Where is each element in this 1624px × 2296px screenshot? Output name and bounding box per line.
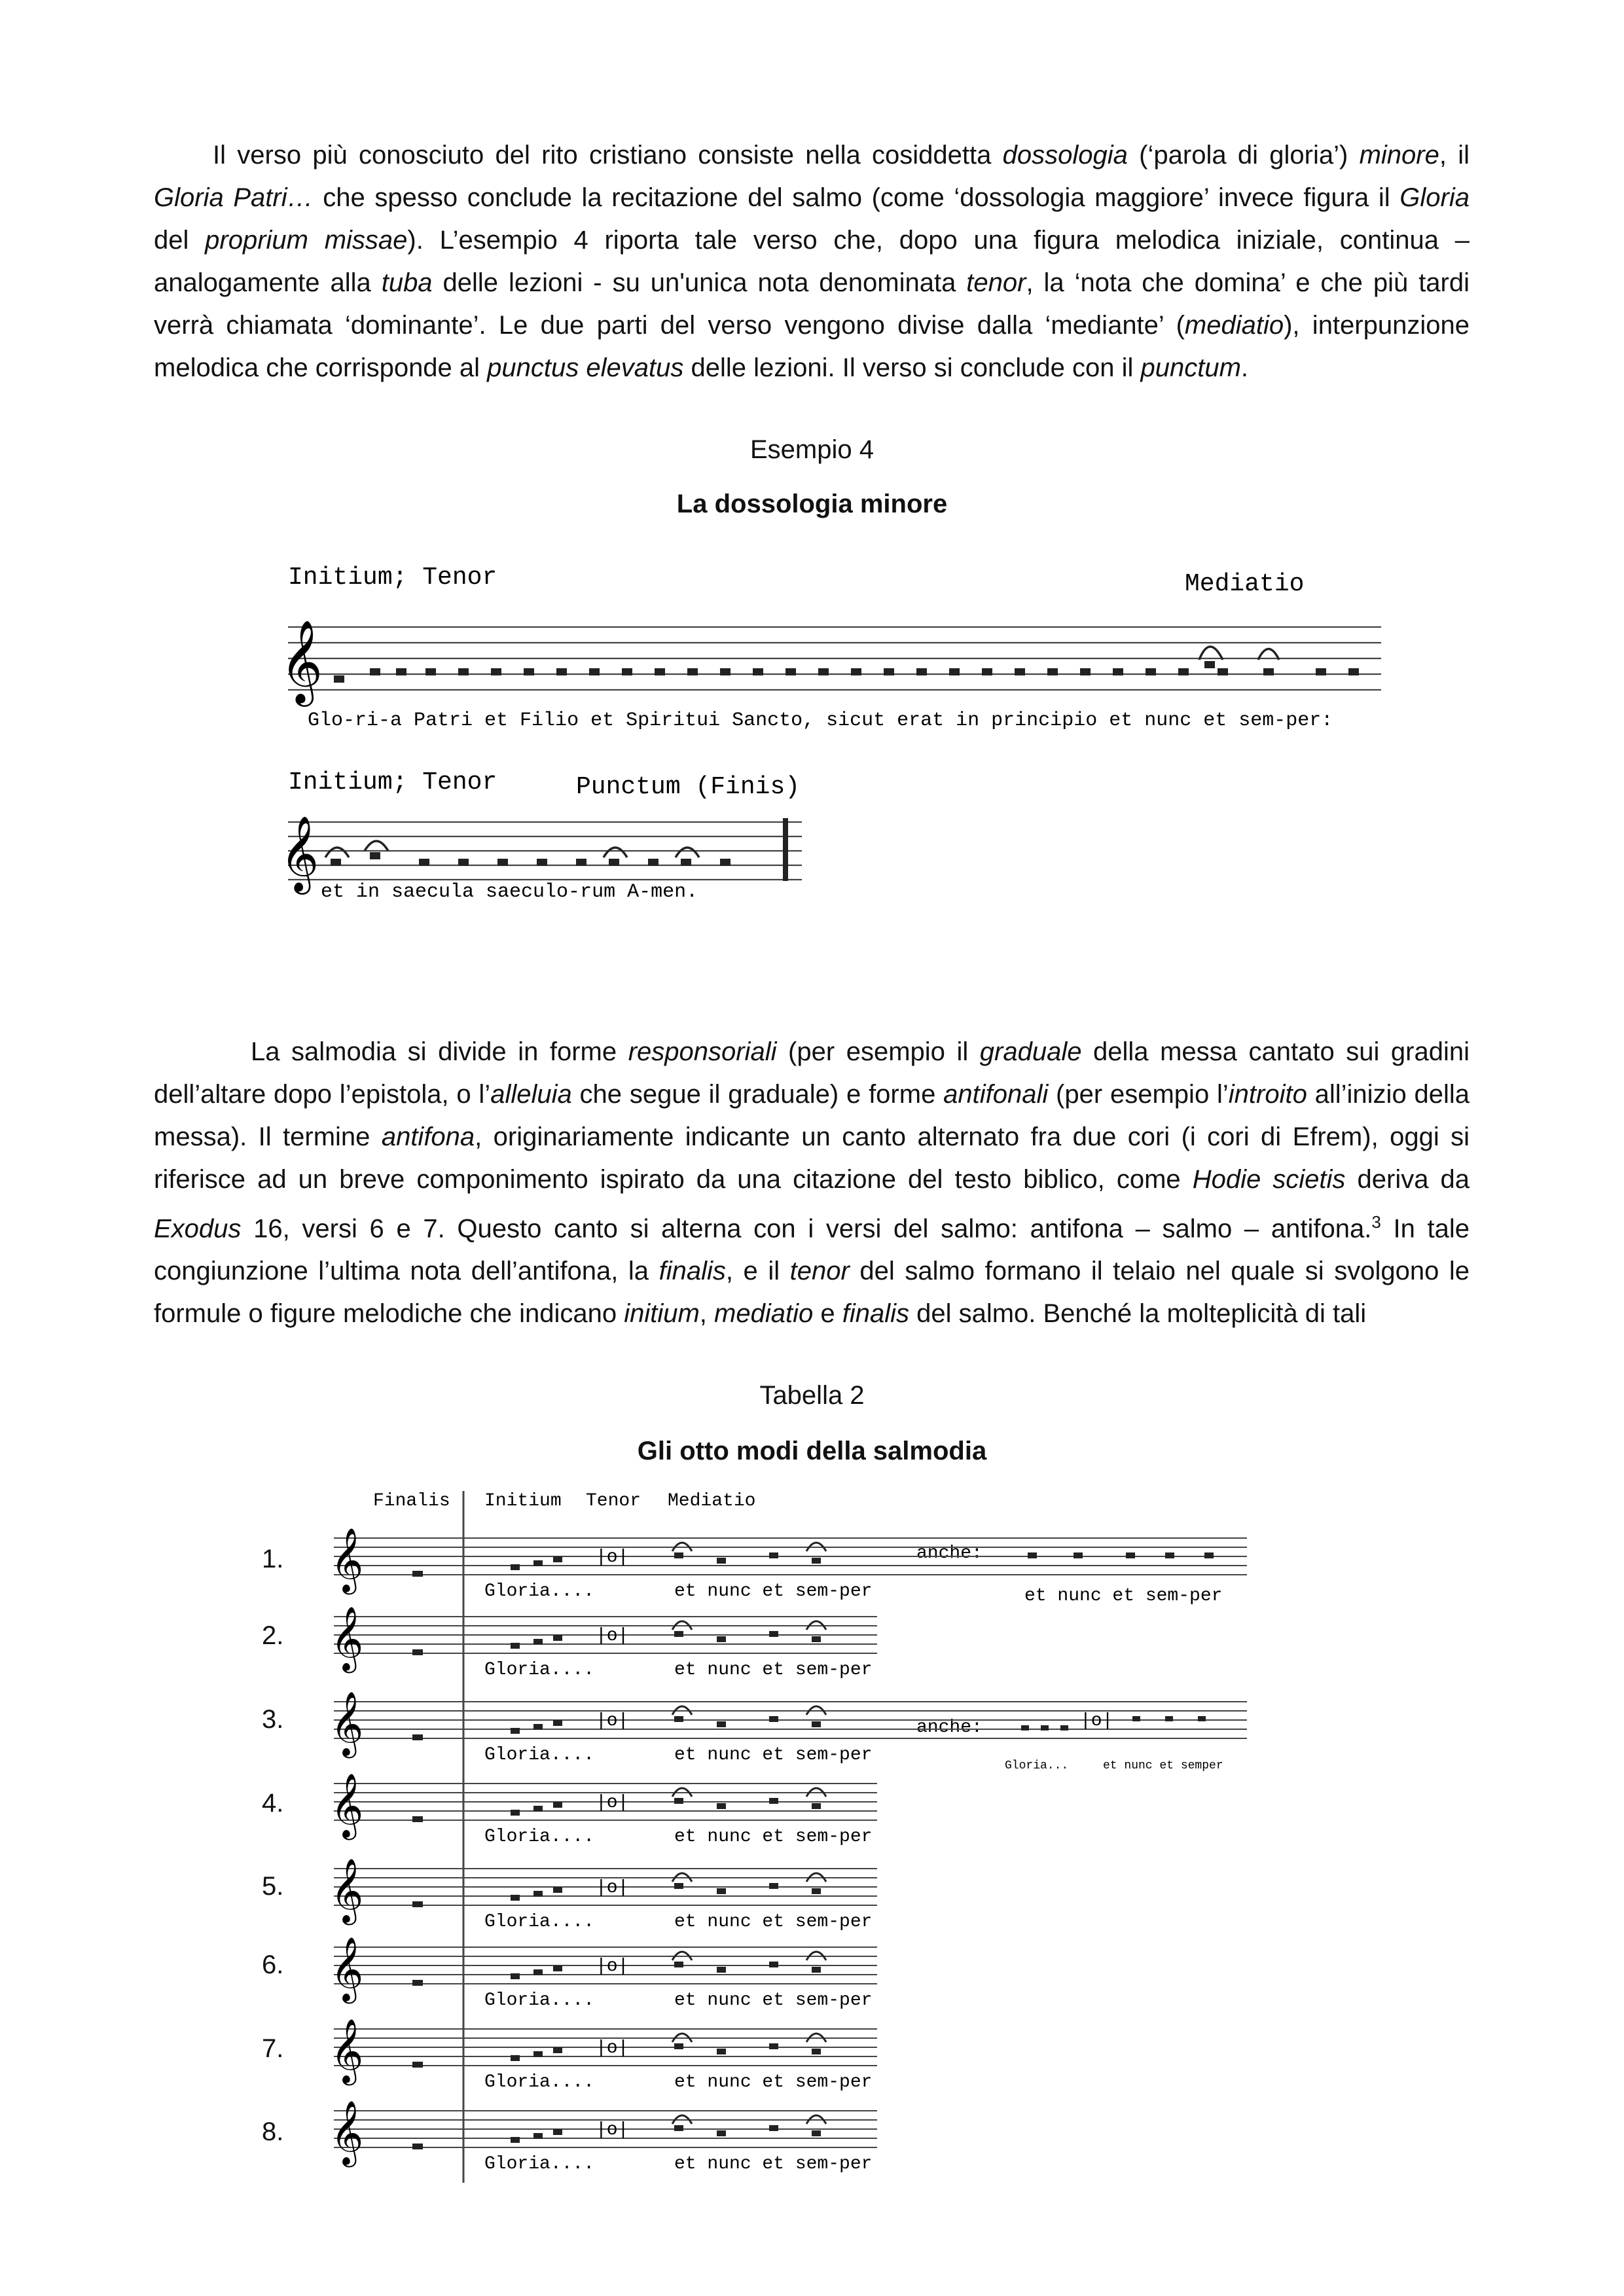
paragraph-salmodia: La salmodia si divide in forme responsoriali (per esempio il graduale della messa cantato sui gradini dell’altare dopo l’epistola, o l’alleluia che segue il graduale) e forme antifonali (per esempio l’introito all’inizio della messa). Il termine antifona, originariamente indicante un canto alternato fra due cori (i cori di Efrem), oggi si riferisce ad un breve componimento ispirato da una citazione del testo biblico, come Hodie scietis deriva da Exodus 16, versi 6 e 7. Questo canto si alterna con i versi del salmo: antifona – salmo – antifona.$^3$ In tale congiunzione l’ultima nota dell’antifona, la finalis, e il tenor del salmo formano il telaio nel quale si svolgono le formule o figure melodiche che indicano initium, mediatio e finalis del salmo. Benché la molteplicità di tali — [154, 1037, 1470, 1329]
alt-label-row3: anche: — [916, 1717, 983, 1738]
example4-row1-notes — [334, 647, 1359, 683]
example4-row1-lyrics: Glo-ri-a Patri et Filio et Spiritui Sancto, sicut erat in principio et nunc et sem-per: — [308, 709, 1333, 732]
mediatio-note — [769, 1716, 778, 1722]
mediatio-note — [812, 1558, 821, 1564]
example4-row2-notes — [325, 841, 731, 866]
initium-note — [553, 1965, 562, 1971]
mediatio-note — [769, 1552, 778, 1558]
mediatio-note — [674, 1631, 683, 1637]
lyrics-et-nunc: et nunc et sem-per — [674, 1581, 873, 1602]
initium-note — [511, 2055, 520, 2061]
example-caption: Esempio 4 — [750, 435, 874, 464]
initium-note — [533, 2133, 543, 2139]
lyrics-et-nunc: et nunc et sem-per — [674, 2154, 873, 2174]
lyrics-gloria: Gloria.... — [484, 1581, 595, 1602]
mode-staff-5 — [331, 1842, 877, 1941]
example4-row2-lyrics: et in saecula saeculo-rum A-men. — [321, 881, 698, 903]
mediatio-note — [717, 1636, 726, 1642]
mediatio-note — [812, 1967, 821, 1973]
lyrics-gloria: Gloria.... — [484, 2154, 595, 2174]
initium-note — [511, 1728, 520, 1734]
initium-note — [511, 1810, 520, 1816]
lyrics-et-nunc: et nunc et sem-per — [674, 1990, 873, 2011]
initium-note — [553, 1802, 562, 1808]
mediatio-note — [674, 1798, 683, 1804]
tenor-note: |o| — [596, 1711, 629, 1731]
tenor-note: |o| — [596, 2120, 629, 2140]
tenor-note: |o| — [596, 1956, 629, 1977]
alt-label-row1: anche: — [916, 1543, 983, 1564]
initium-note — [533, 2051, 543, 2057]
finalis-note — [412, 1649, 423, 1655]
example4-staff-1 — [288, 627, 1381, 690]
treble-clef-icon: 𝄞 — [331, 1778, 364, 1841]
initium-note — [533, 1560, 543, 1566]
tenor-note: |o| — [596, 1878, 629, 1898]
initium-note — [533, 1724, 543, 1730]
mediatio-note — [717, 1721, 726, 1727]
lyrics-gloria: Gloria.... — [484, 2072, 595, 2092]
example4-row2-label-right: Punctum (Finis) — [576, 773, 801, 801]
lyrics-et-nunc: et nunc et sem-per — [674, 1660, 873, 1680]
mediatio-note — [812, 2130, 821, 2136]
treble-clef-icon: 𝄞 — [331, 1863, 364, 1926]
initium-note — [553, 1720, 562, 1726]
mode-number-8: 8. — [262, 2117, 284, 2146]
lyrics-gloria: Gloria.... — [484, 1912, 595, 1932]
finalis-note — [412, 1816, 423, 1822]
lyrics-gloria: Gloria.... — [484, 1745, 595, 1765]
tenor-note: |o| — [596, 2038, 629, 2058]
treble-clef-icon: 𝄞 — [331, 1941, 364, 2005]
treble-clef-icon: 𝄞 — [280, 822, 319, 896]
header-tenor: Tenor — [586, 1491, 641, 1511]
mode-number-4: 4. — [262, 1789, 284, 1818]
lyrics-et-nunc: et nunc et sem-per — [674, 1827, 873, 1847]
mediatio-note — [674, 1552, 683, 1558]
initium-note — [511, 1895, 520, 1901]
example4-row2-label-left: Initium; Tenor — [288, 768, 497, 797]
mode-number-3: 3. — [262, 1705, 284, 1734]
header-finalis: Finalis — [373, 1491, 450, 1511]
mode-number-7: 7. — [262, 2034, 284, 2063]
mode-staff-2 — [331, 1590, 877, 1689]
header-mediatio: Mediatio — [668, 1491, 756, 1511]
mediatio-note — [769, 1631, 778, 1637]
mediatio-note — [769, 2125, 778, 2131]
mediatio-note — [674, 2043, 683, 2049]
alt-note — [1165, 1552, 1174, 1558]
alt-note — [1021, 1725, 1029, 1731]
example-title: La dossologia minore — [676, 490, 948, 518]
example4-notation — [0, 550, 1624, 916]
footnote-ref[interactable]: 3 — [1371, 1212, 1381, 1232]
table-title: Gli otto modi della salmodia — [637, 1437, 987, 1465]
lyrics-gloria: Gloria.... — [484, 1827, 595, 1847]
mediatio-note — [769, 2043, 778, 2049]
alt-note — [1126, 1552, 1135, 1558]
initium-note — [553, 1887, 562, 1893]
mediatio-note — [812, 1888, 821, 1894]
header-initium: Initium — [484, 1491, 562, 1511]
mediatio-note — [717, 1558, 726, 1564]
mediatio-note — [717, 1803, 726, 1809]
example4-row1-label-left: Initium; Tenor — [288, 564, 497, 592]
treble-clef-icon: 𝄞 — [331, 1532, 364, 1596]
mode-staff-6 — [331, 1921, 877, 2019]
treble-clef-icon: 𝄞 — [331, 2105, 364, 2168]
tenor-note: |o| — [596, 1547, 629, 1568]
initium-note — [533, 1806, 543, 1812]
mediatio-note — [769, 1883, 778, 1889]
initium-note — [511, 1973, 520, 1979]
mediatio-note — [717, 2049, 726, 2054]
initium-note — [511, 1564, 520, 1570]
alt-lyrics-row3-b: et nunc et semper — [1103, 1759, 1223, 1772]
initium-note — [533, 1891, 543, 1897]
mode-number-5: 5. — [262, 1872, 284, 1901]
mode-staff-7 — [331, 2003, 877, 2101]
lyrics-et-nunc: et nunc et sem-per — [674, 2072, 873, 2092]
finalis-note — [412, 1980, 423, 1986]
mode-number-2: 2. — [262, 1621, 284, 1650]
mediatio-note — [812, 1636, 821, 1642]
paragraph-dossologia: Il verso più conosciuto del rito cristiano consiste nella cosiddetta dossologia (‘parola di gloria’) minore, il Gloria Patri… che spesso conclude la recitazione del salmo (come ‘dossologia maggiore’ invece figura il Gloria del proprium missae). L’esempio 4 riporta tale verso che, dopo una figura melodica iniziale, continua – analogamente alla tuba delle lezioni - su un'unica nota denominata tenor, la ‘nota che domina’ e che più tardi verrà chiamata ‘dominante’. Le due parti del verso vengono divise dalla ‘mediante’ (mediatio), interpunzione melodica che corrisponde al punctus elevatus delle lezioni. Il verso si conclude con il punctum. — [154, 141, 1470, 382]
mediatio-note — [674, 1883, 683, 1889]
mediatio-note — [769, 1798, 778, 1804]
mediatio-note — [717, 1967, 726, 1973]
alt-lyrics-row3-a: Gloria... — [1005, 1759, 1069, 1772]
treble-clef-icon: 𝄞 — [331, 2023, 364, 2087]
mode-number-6: 6. — [262, 1950, 284, 1979]
treble-clef-icon: 𝄞 — [331, 1611, 364, 1674]
mediatio-note — [812, 1721, 821, 1727]
finalis-note — [412, 2062, 423, 2068]
mediatio-note — [674, 2125, 683, 2131]
treble-clef-icon: 𝄞 — [280, 626, 323, 708]
tenor-note: |o| — [596, 1793, 629, 1813]
alt-note — [1060, 1725, 1068, 1731]
alt-tenor-note: |o| — [1080, 1711, 1113, 1731]
lyrics-et-nunc: et nunc et sem-per — [674, 1745, 873, 1765]
tenor-note: |o| — [596, 1626, 629, 1646]
mediatio-note — [812, 2049, 821, 2054]
finalis-note — [412, 1571, 423, 1577]
mediatio-note — [769, 1962, 778, 1967]
finalis-note — [412, 1734, 423, 1740]
initium-note — [533, 1639, 543, 1645]
alt-note — [1028, 1552, 1037, 1558]
alt-note — [1041, 1725, 1049, 1731]
alt-note — [1074, 1552, 1083, 1558]
example4-row1-label-right: Mediatio — [1185, 570, 1305, 598]
alt-note — [1132, 1716, 1140, 1721]
lyrics-et-nunc: et nunc et sem-per — [674, 1912, 873, 1932]
initium-note — [511, 2137, 520, 2143]
finalis-note — [412, 1901, 423, 1907]
mode-staff-8 — [331, 2085, 877, 2183]
mode-staff-4 — [331, 1757, 877, 1856]
mediatio-note — [717, 2130, 726, 2136]
finalis-note — [412, 2144, 423, 2149]
alt-note — [1204, 1552, 1214, 1558]
mediatio-note — [674, 1962, 683, 1967]
lyrics-gloria: Gloria.... — [484, 1660, 595, 1680]
mediatio-note — [717, 1888, 726, 1894]
alt-lyrics-row1: et nunc et sem-per — [1024, 1586, 1223, 1606]
initium-note — [553, 2129, 562, 2135]
initium-note — [553, 1635, 562, 1641]
mediatio-note — [674, 1716, 683, 1722]
alt-note — [1165, 1716, 1173, 1721]
initium-note — [511, 1643, 520, 1649]
initium-note — [553, 1556, 562, 1562]
initium-note — [533, 1969, 543, 1975]
treble-clef-icon: 𝄞 — [331, 1696, 364, 1759]
table2-notation — [0, 1486, 1624, 2193]
lyrics-gloria: Gloria.... — [484, 1990, 595, 2011]
initium-note — [553, 2047, 562, 2053]
mode-number-1: 1. — [262, 1545, 284, 1573]
table-caption: Tabella 2 — [759, 1381, 865, 1410]
alt-note — [1198, 1716, 1206, 1721]
mediatio-note — [812, 1803, 821, 1809]
